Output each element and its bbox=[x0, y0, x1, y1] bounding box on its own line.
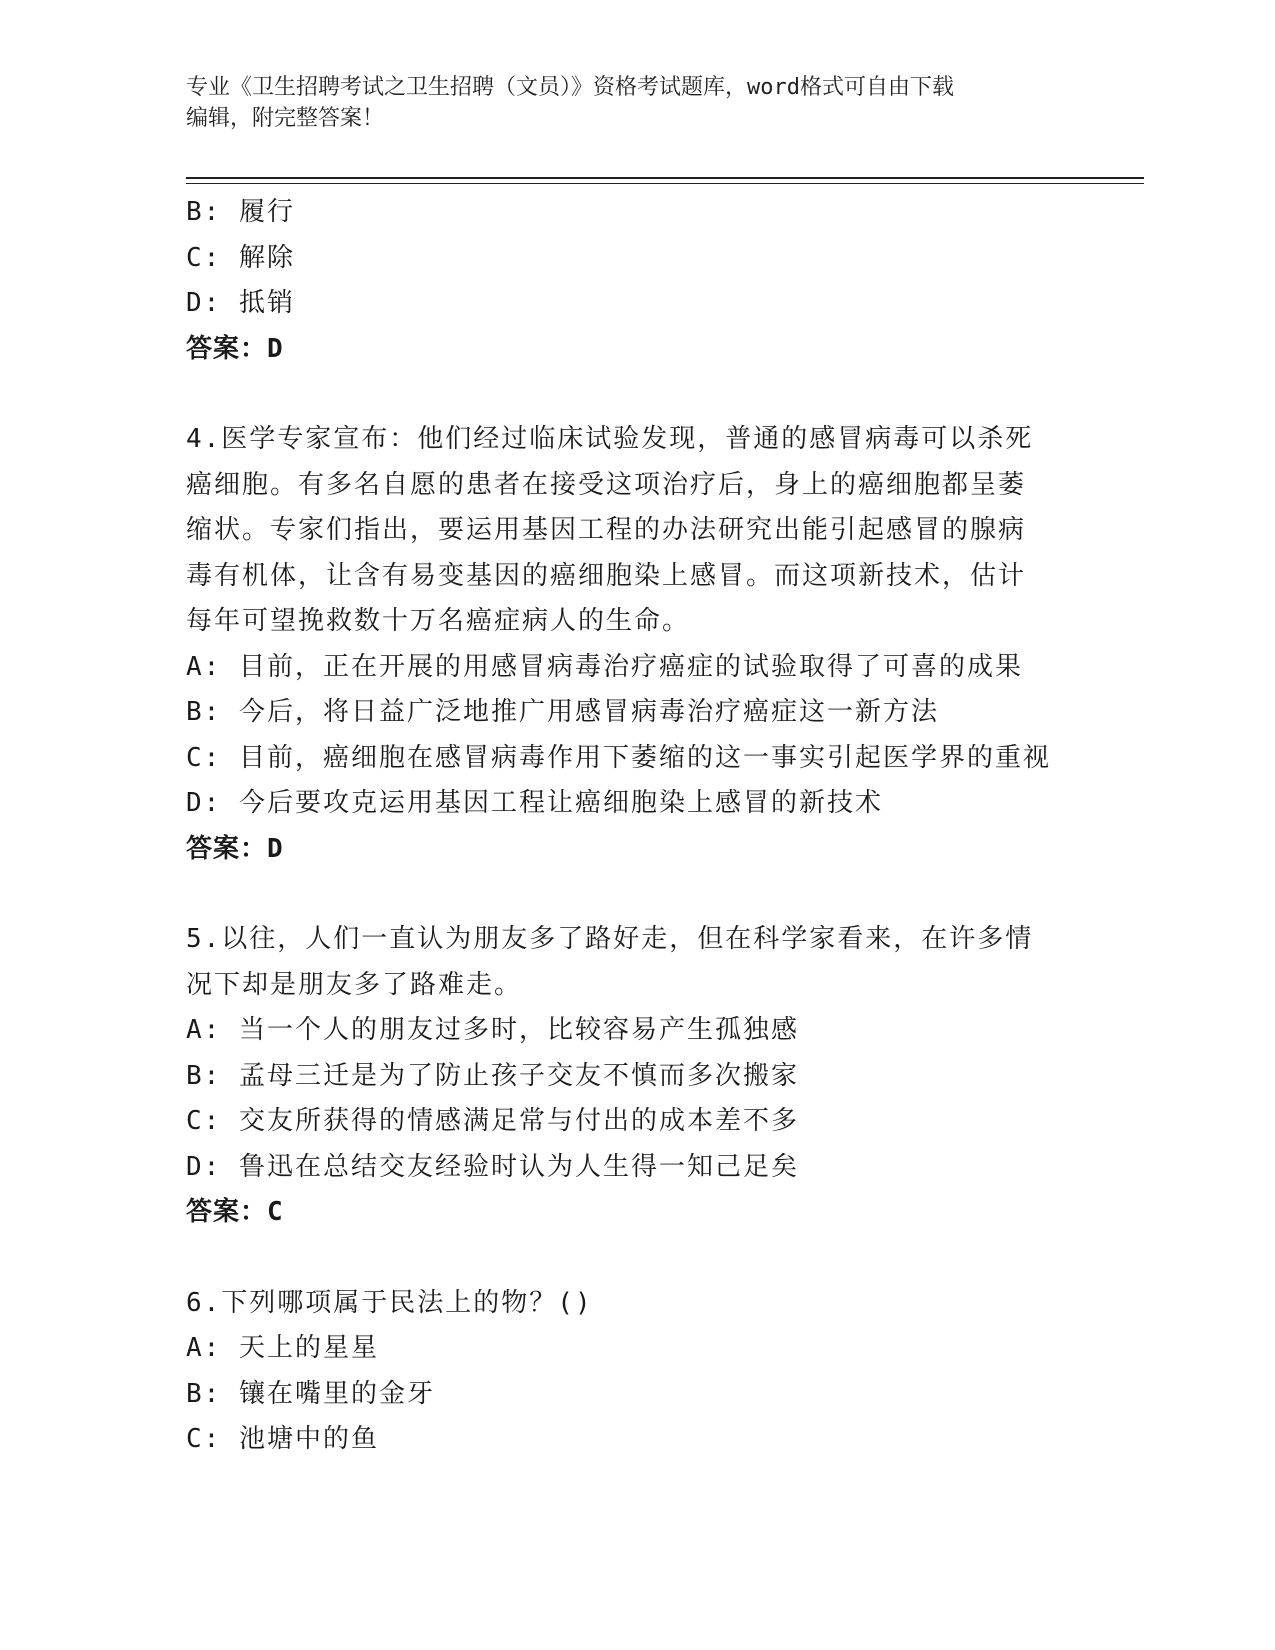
option-c: C: 目前，癌细胞在感冒病毒作用下萎缩的这一事实引起医学界的重视 bbox=[186, 742, 1051, 773]
question-stem-line: 6.下列哪项属于民法上的物？() bbox=[186, 1287, 593, 1318]
option-d: D: 鲁迅在总结交友经验时认为人生得一知己足矣 bbox=[186, 1151, 799, 1182]
spacer bbox=[186, 372, 1086, 417]
question-4 bbox=[186, 417, 1086, 872]
question-stem-line: 癌细胞。有多名自愿的患者在接受这项治疗后，身上的癌细胞都呈萎 bbox=[186, 469, 1027, 500]
spacer bbox=[186, 872, 1086, 917]
option-b: B: 今后，将日益广泛地推广用感冒病毒治疗癌症这一新方法 bbox=[186, 697, 939, 727]
option-c: C: 池塘中的鱼 bbox=[186, 1424, 379, 1454]
answer: 答案：C bbox=[186, 1197, 284, 1227]
header-divider-thin bbox=[186, 183, 1144, 184]
question-stem-line: 4.医学专家宣布：他们经过临床试验发现，普通的感冒病毒可以杀死 bbox=[186, 424, 1034, 454]
header-line-1: 专业《卫生招聘考试之卫生招聘（文员）》资格考试题库，word格式可自由下载 bbox=[186, 75, 954, 100]
option-a: A: 目前，正在开展的用感冒病毒治疗癌症的试验取得了可喜的成果 bbox=[186, 651, 1023, 682]
header-divider-thick bbox=[186, 177, 1144, 179]
option-c: C: 交友所获得的情感满足常与付出的成本差不多 bbox=[186, 1106, 799, 1136]
question-stem-line: 5.以往，人们一直认为朋友多了路好走，但在科学家看来，在许多情 bbox=[186, 924, 1034, 954]
question-stem-line: 毒有机体，让含有易变基因的癌细胞染上感冒。而这项新技术，估计 bbox=[186, 560, 1027, 591]
question-stem-line: 缩状。专家们指出，要运用基因工程的办法研究出能引起感冒的腺病 bbox=[186, 515, 1027, 545]
option-d: D: 今后要攻克运用基因工程让癌细胞染上感冒的新技术 bbox=[186, 788, 883, 818]
option-b: B: 孟母三迁是为了防止孩子交友不慎而多次搬家 bbox=[186, 1060, 799, 1091]
question-3-tail bbox=[186, 190, 1086, 372]
document-header bbox=[186, 72, 1086, 134]
option-c: C: 解除 bbox=[186, 242, 295, 273]
spacer bbox=[186, 1236, 1086, 1281]
option-d: D: 抵销 bbox=[186, 288, 295, 318]
question-list bbox=[186, 190, 1086, 1463]
option-a: A: 天上的星星 bbox=[186, 1333, 379, 1363]
question-6 bbox=[186, 1281, 1086, 1463]
header-line-2: 编辑，附完整答案！ bbox=[186, 106, 385, 131]
answer: 答案：D bbox=[186, 333, 284, 364]
question-5 bbox=[186, 917, 1086, 1236]
option-a: A: 当一个人的朋友过多时，比较容易产生孤独感 bbox=[186, 1015, 799, 1045]
answer: 答案：D bbox=[186, 833, 284, 864]
question-stem-line: 每年可望挽救数十万名癌症病人的生命。 bbox=[186, 606, 691, 636]
option-b: B: 镶在嘴里的金牙 bbox=[186, 1378, 435, 1409]
option-b: B: 履行 bbox=[186, 197, 295, 227]
question-stem-line: 况下却是朋友多了路难走。 bbox=[186, 969, 523, 1000]
